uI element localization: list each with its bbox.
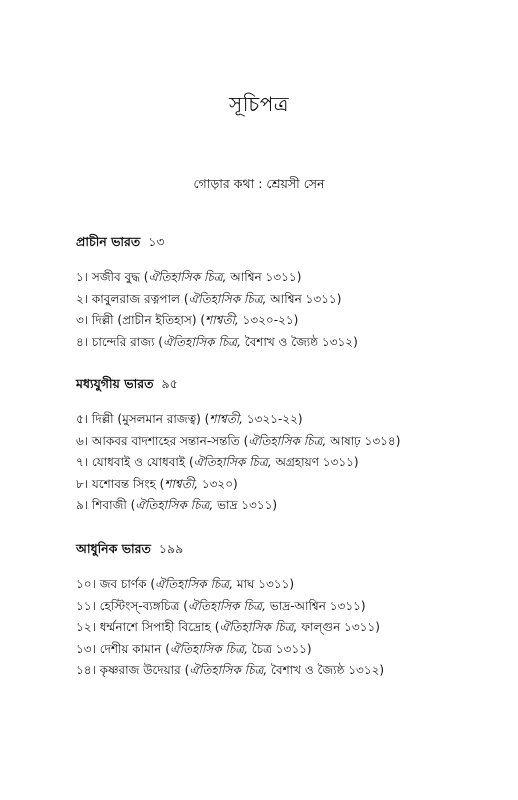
entry-title: ১২। ধর্ম্মনাশে সিপাহী বিদ্রোহ ( xyxy=(76,620,220,634)
entry-title: ১। সজীব বুদ্ধ ( xyxy=(76,270,149,284)
entry-date: বৈশাখ ও জ্যৈষ্ঠ ১৩১২) xyxy=(267,663,385,677)
entry-date: ভাদ্র-আশ্বিন ১৩১১) xyxy=(265,598,366,613)
entry-source: ঐতিহাসিক চিত্র, xyxy=(162,334,241,349)
entry-date: অগ্রহায়ণ ১৩১১) xyxy=(271,455,359,469)
entry-title: ১৪। কৃষ্ণরাজ উদেয়ার ( xyxy=(76,663,190,677)
entry-list xyxy=(76,267,496,353)
entry-title: ২। কাবুলরাজ রত্নপাল ( xyxy=(76,291,189,306)
entry-source: ঐতিহাসিক চিত্র, xyxy=(135,498,214,512)
entry-source: ঐতিহাসিক চিত্র, xyxy=(248,433,327,448)
entry-date: বৈশাখ ও জ্যৈষ্ঠ ১৩১২) xyxy=(240,334,358,349)
entry-source: ঐতিহাসিক চিত্র, xyxy=(148,270,227,284)
toc-entry xyxy=(76,617,496,639)
entry-date: ১৩২০) xyxy=(198,476,238,491)
toc-entry xyxy=(76,639,496,661)
toc-entry xyxy=(76,495,496,517)
preface-line: গোড়ার কথা : শ্রেয়সী সেন xyxy=(193,176,325,191)
toc-entry xyxy=(76,310,496,332)
entry-date: ১৩২১-২২) xyxy=(242,412,303,426)
entry-date: আশ্বিন ১৩১১) xyxy=(226,270,302,284)
entry-date: ভাদ্র ১৩১১) xyxy=(213,498,278,512)
section-page-number: ১৩ xyxy=(148,234,165,249)
page-title: সূচিপত্র xyxy=(229,92,289,116)
entry-title: ৭। যোধবাই ও যোধবাই ( xyxy=(76,455,194,469)
entry-source: শাশ্বতী, xyxy=(209,412,243,426)
toc-entry xyxy=(76,332,496,354)
entry-date: ফাল্গুন ১৩১১) xyxy=(297,620,380,634)
toc-entry xyxy=(76,574,496,596)
entry-list xyxy=(76,574,496,682)
entry-title: ৬। আকবর বাদশাহের সন্তান-সন্ততি ( xyxy=(76,433,249,448)
entry-date: মাঘ ১৩১১) xyxy=(233,577,295,591)
entry-source: ঐতিহাসিক চিত্র, xyxy=(169,641,248,656)
entry-title: ৯। শিবাজী ( xyxy=(76,498,136,512)
section-heading xyxy=(76,375,496,393)
toc-entry xyxy=(76,289,496,311)
section-page-number: ১৯৯ xyxy=(158,541,184,556)
entry-source: ঐতিহাসিক চিত্র, xyxy=(193,455,272,469)
toc-entry xyxy=(76,452,496,474)
entry-list xyxy=(76,409,496,517)
entry-date: ১৩২০-২১) xyxy=(238,313,299,327)
toc-entry xyxy=(76,409,496,431)
entry-title: ৪। চান্দেরি রাজ্য ( xyxy=(76,334,163,349)
section-ancient-india xyxy=(76,233,496,353)
entry-date: চৈত্র ১৩১১) xyxy=(247,641,312,656)
section-title: মধ্যযুগীয় ভারত xyxy=(76,376,154,391)
entry-date: আষাঢ় ১৩১৪) xyxy=(326,433,401,448)
entry-source: ঐতিহাসিক চিত্র, xyxy=(187,598,266,613)
entry-title: ৫। দিল্লী (মুসলমান রাজত্ব) ( xyxy=(76,412,210,426)
entry-title: ১১। হেস্টিংস্-ব্যঙ্গচিত্র ( xyxy=(76,598,188,613)
toc-entry xyxy=(76,267,496,289)
section-title: আধুনিক ভারত xyxy=(76,541,151,556)
entry-source: ঐতিহাসিক চিত্র, xyxy=(155,577,234,591)
section-page-number: ৯৫ xyxy=(161,376,178,391)
entry-source: শাশ্বতী, xyxy=(164,476,198,491)
entry-source: ঐতিহাসিক চিত্র, xyxy=(189,663,268,677)
entry-title: ৮। যশোবন্ত সিংহ ( xyxy=(76,476,165,491)
entry-source: শাশ্বতী, xyxy=(205,313,239,327)
entry-source: ঐতিহাসিক চিত্র, xyxy=(219,620,298,634)
toc-entry xyxy=(76,596,496,618)
section-medieval-india xyxy=(76,375,496,517)
entry-title: ১৩। দেশীয় কামান ( xyxy=(76,641,170,656)
entry-title: ৩। দিল্লী (প্রাচীন ইতিহাস) ( xyxy=(76,313,206,327)
entry-date: আশ্বিন ১৩১১) xyxy=(266,291,342,306)
entry-source: ঐতিহাসিক চিত্র, xyxy=(188,291,267,306)
section-heading xyxy=(76,233,496,251)
section-title: প্রাচীন ভারত xyxy=(76,234,141,249)
section-heading xyxy=(76,540,496,558)
section-modern-india xyxy=(76,540,496,682)
toc-entry xyxy=(76,474,496,496)
toc-entry xyxy=(76,431,496,453)
toc-entry xyxy=(76,660,496,682)
entry-title: ১০। জব চার্ণক ( xyxy=(76,577,156,591)
